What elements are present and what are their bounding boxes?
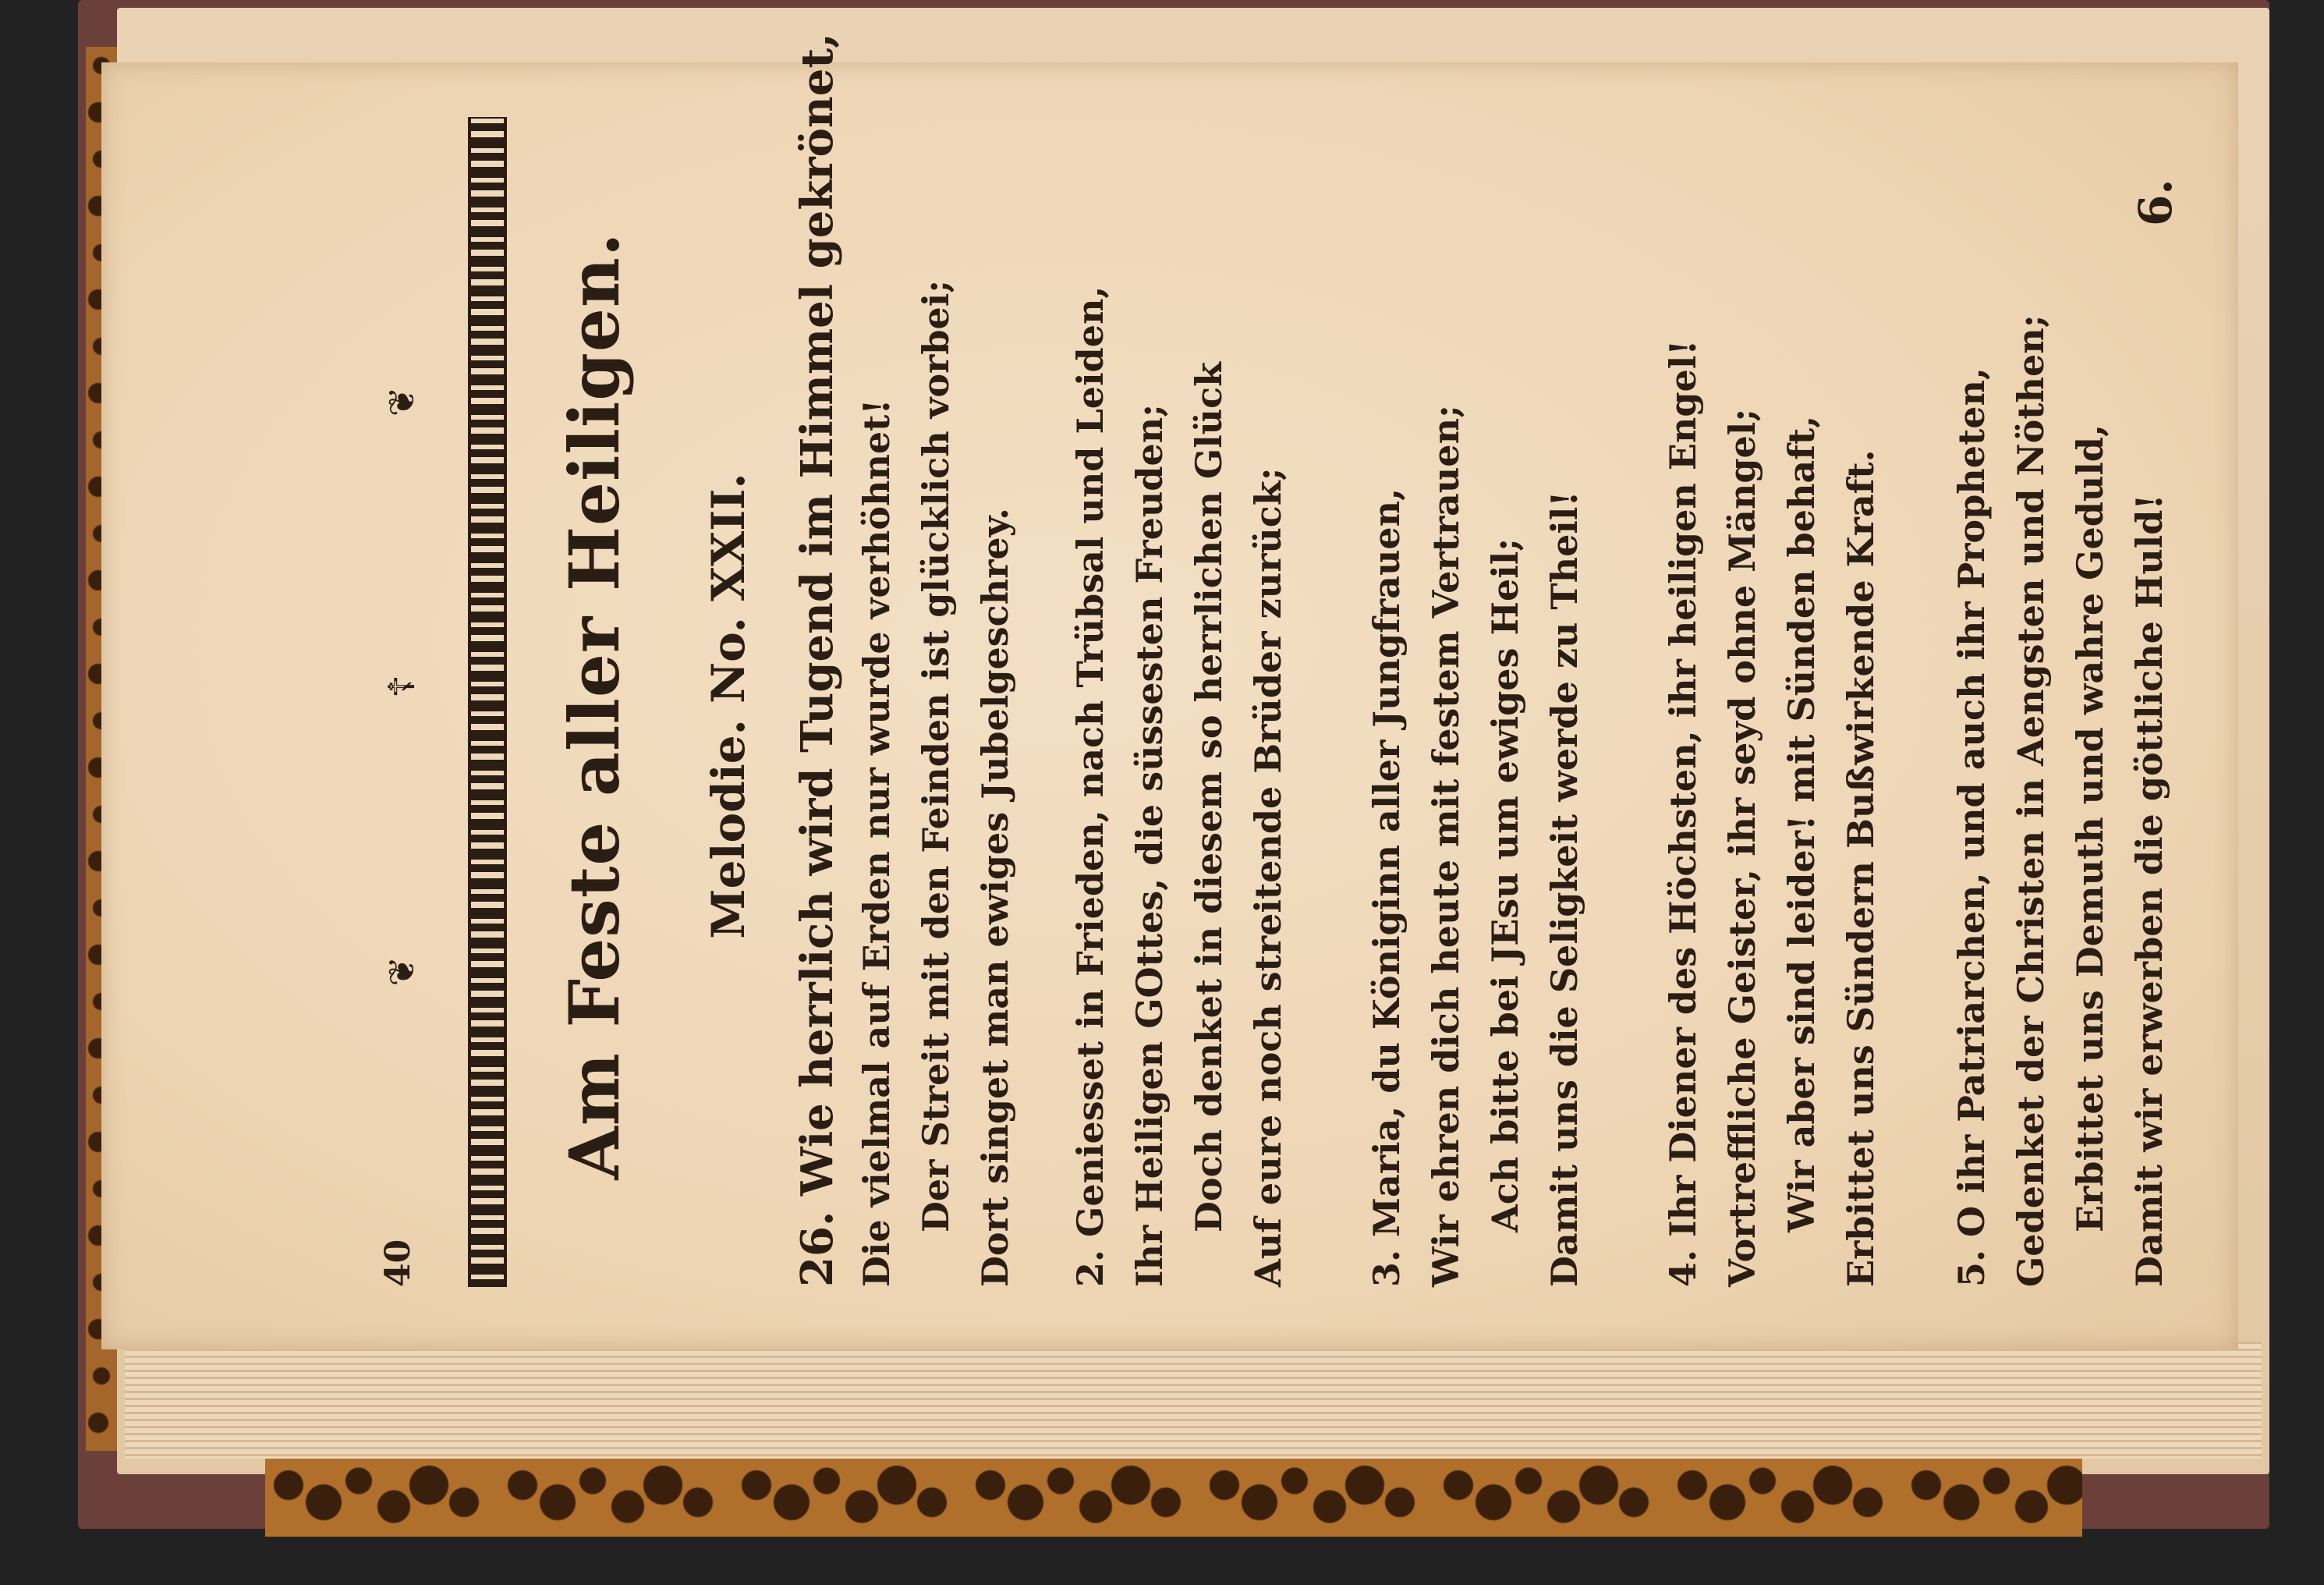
- stanza-line: Vortreffliche Geister, ihr seyd ohne Mängel;: [1721, 408, 1763, 1287]
- stanza-line: Damit wir erwerben die göttliche Huld!: [2128, 494, 2170, 1287]
- stanza-line: Dort singet man ewiges Jubelgeschrey.: [974, 507, 1016, 1287]
- stanza-line: Der Streit mit den Feinden ist glücklich vorbei;: [915, 279, 957, 1232]
- stanza-line: Erbittet uns Demuth und wahre Geduld,: [2069, 424, 2111, 1232]
- stanza-line: Wir ehren dich heute mit festem Vertrauen;: [1425, 405, 1467, 1287]
- stanza-2: [1061, 70, 1298, 1287]
- stanza-line: Die vielmal auf Erden nur wurde verhöhnet!: [856, 399, 898, 1287]
- page-title: Am Feste aller Heiligen.: [554, 232, 635, 1180]
- stanza-line: Ihr Heiligen GOttes, die süssesten Freuden;: [1128, 403, 1171, 1287]
- stanza-5: [1942, 70, 2179, 1287]
- page-content: [101, 33, 2238, 1349]
- stanza-4: [1653, 70, 1890, 1287]
- stanza-line: Damit uns die Seligkeit werde zu Theil!: [1543, 491, 1585, 1287]
- stanza-line: Ach bitte bei JEsu um ewiges Heil;: [1484, 537, 1526, 1232]
- stanza-line: 3. Maria, du Königinn aller Jungfrauen,: [1366, 488, 1408, 1287]
- book-spine: [265, 1451, 2082, 1537]
- stanza-line: Auf eure noch streitende Brüder zurück;: [1247, 467, 1289, 1287]
- stanza-line: 2. Geniesset in Frieden, nach Trübsal und Leiden,: [1069, 285, 1111, 1287]
- cross-icon: ☦: [381, 675, 423, 698]
- fleuron-icon: ❦: [381, 956, 423, 987]
- ornamental-border: [468, 117, 507, 1287]
- page-edges: [125, 1342, 2262, 1459]
- stanza-line: 26. Wie herrlich wird Tugend im Himmel gekrönet,: [792, 33, 843, 1287]
- header-ornaments: [382, 257, 421, 1115]
- stanza-line: Erbittet uns Sündern Bußwirkende Kraft.: [1840, 449, 1882, 1287]
- stanza-line: 5. O ihr Patriarchen, und auch ihr Propheten,: [1950, 367, 1993, 1287]
- stanza-1: [788, 33, 1025, 1287]
- stanza-line: Gedenket der Christen in Aengsten und Nöthen;: [2010, 314, 2052, 1287]
- fleuron-icon: ❦: [381, 386, 423, 417]
- page-number: 40: [378, 1239, 418, 1287]
- book-page: [101, 33, 2238, 1349]
- stanza-3: [1357, 70, 1594, 1287]
- melody-reference: Melodie. No. XXII.: [702, 473, 755, 939]
- stanza-line: 4. Ihr Diener des Höchsten, ihr heiligen Engel!: [1662, 339, 1704, 1287]
- stanza-line: Doch denket in diesem so herrlichen Glück: [1188, 362, 1230, 1232]
- signature-mark: 6.: [2129, 179, 2182, 226]
- stanza-line: Wir aber sind leider! mit Sünden behaft,: [1780, 415, 1823, 1232]
